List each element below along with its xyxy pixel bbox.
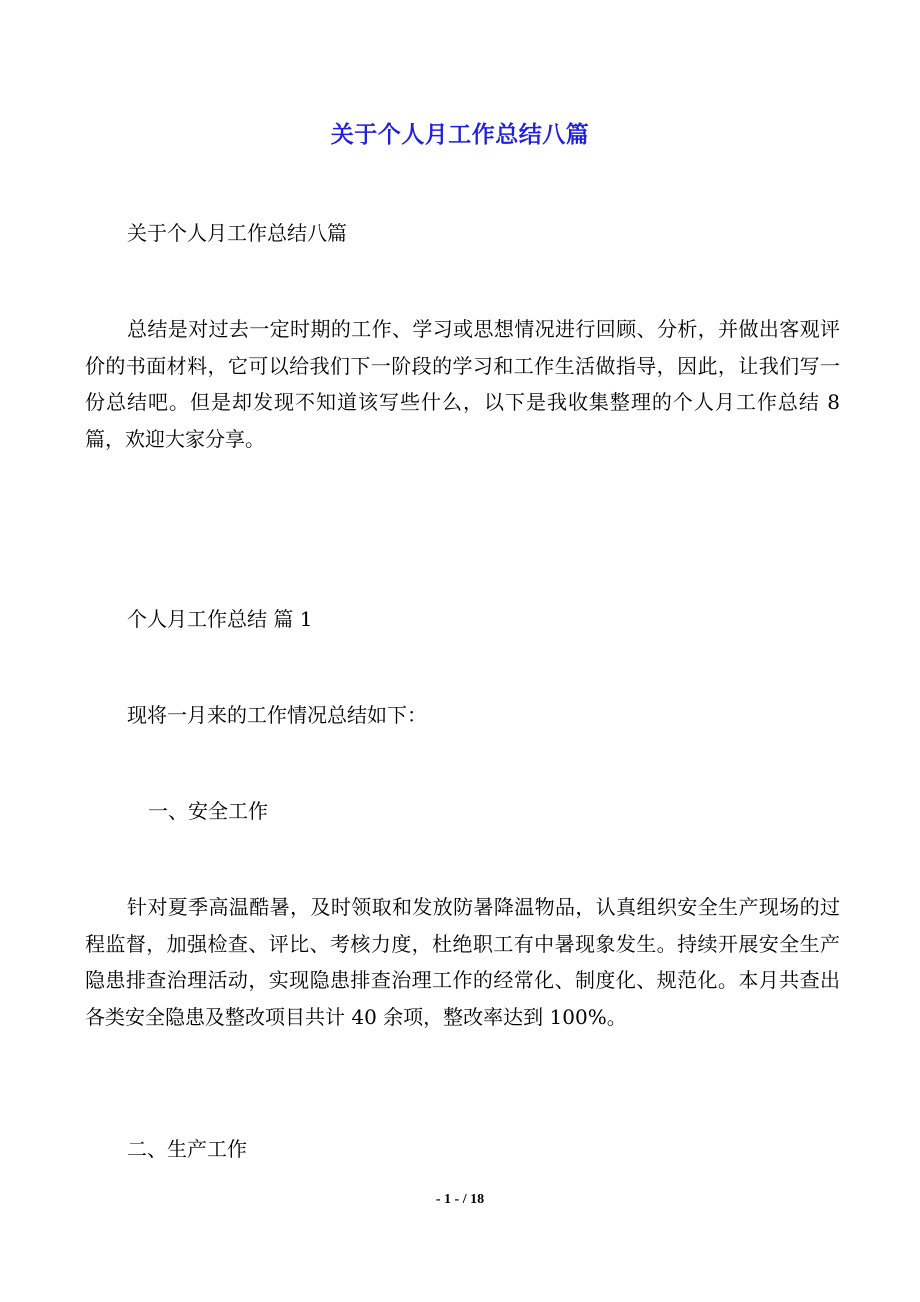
section-heading: 个人月工作总结 篇 1: [127, 607, 313, 631]
page-number: - 1 - / 18: [435, 1192, 485, 1207]
document-title: 关于个人月工作总结八篇: [330, 122, 590, 148]
intro-paragraph: 总结是对过去一定时期的工作、学习或思想情况进行回顾、分析，并做出客观评价的书面材料，它可以给我们下一阶段的学习和工作生活做指导，因此，让我们写一份总结吧。但是却发现不知道该写些什么，以下是我收集整理的个人月工作总结 8 篇，欢迎大家分享。: [85, 317, 840, 451]
section-lead: 现将一月来的工作情况总结如下：: [127, 703, 427, 727]
item-heading-safety: 一、安全工作: [148, 799, 268, 823]
item-heading-production: 二、生产工作: [127, 1137, 247, 1161]
document-subtitle: 关于个人月工作总结八篇: [127, 221, 347, 245]
item-paragraph-safety: 针对夏季高温酷暑，及时领取和发放防暑降温物品，认真组织安全生产现场的过程监督，加强检查、评比、考核力度，杜绝职工有中暑现象发生。持续开展安全生产隐患排查治理活动，实现隐患排查治理工作的经常化、制度化、规范化。本月共查出各类安全隐患及整改项目共计 40 余项，整改率达到 100%。: [85, 895, 840, 1029]
